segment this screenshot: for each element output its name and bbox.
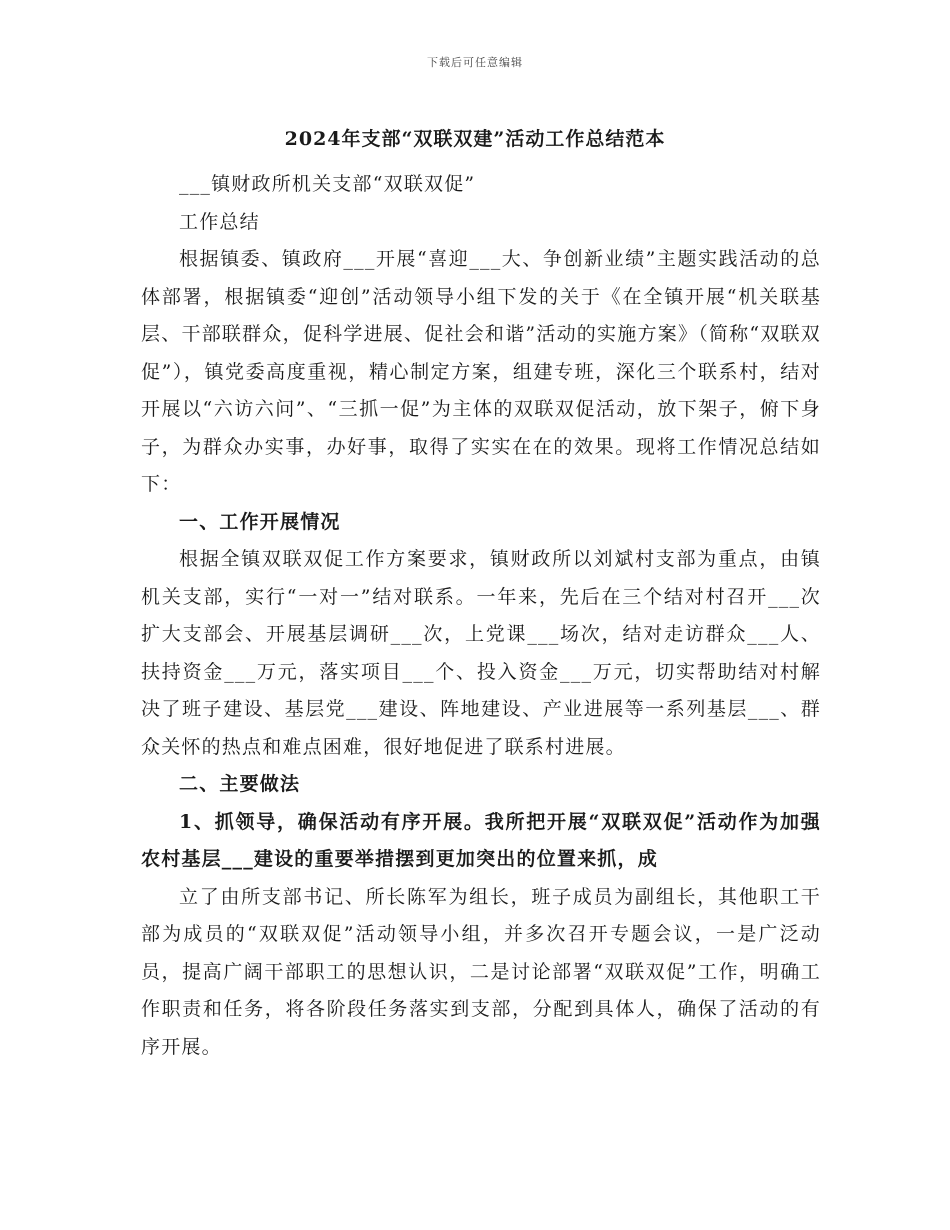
subtitle-line-1: ___镇财政所机关支部“双联双促” [179,173,476,195]
section-1-paragraph: 根据全镇双联双促工作方案要求，镇财政所以刘斌村支部为重点，由镇机关支部，实行“一对一”结对联系。一年来，先后在三个结对村召开___次扩大支部会、开展基层调研___次，上党课___场次，结对走访群众___人、扶持资金___万元，落实项目___个、投入资金___万元，切实帮助结对村解决了班子建设、基层党___建设、阵地建设、产业进展等一系列基层___、群众关怀的热点和难点困难，很好地促进了联系村进展。 [141,548,821,758]
section-heading-2: 二、主要做法 [179,773,301,795]
document-body [141,166,821,1066]
intro-paragraph: 根据镇委、镇政府___开展“喜迎___大、争创新业绩”主题实践活动的总体部署，根据镇委“迎创”活动领导小组下发的关于《在全镇开展“机关联基层、干部联群众，促科学进展、促社会和谐”活动的实施方案》（简称“双联双促”），镇党委高度重视，精心制定方案，组建专班，深化三个联系村，结对开展以“六访六问”、“三抓一促”为主体的双联双促活动，放下架子，俯下身子，为群众办实事，办好事，取得了实实在在的效果。现将工作情况总结如下： [141,248,821,495]
section-2-paragraph: 立了由所支部书记、所长陈军为组长，班子成员为副组长，其他职工干部为成员的“双联双促”活动领导小组，并多次召开专题会议，一是广泛动员，提高广阔干部职工的思想认识，二是讨论部署“双联双促”工作，明确工作职责和任务，将各阶段任务落实到支部，分配到具体人，确保了活动的有序开展。 [141,885,821,1058]
subtitle-line-2: 工作总结 [179,210,260,233]
section-2-bold-paragraph: 1、抓领导，确保活动有序开展。我所把开展“双联双促”活动作为加强农村基层___建设的重要举措摆到更加突出的位置来抓，成 [141,810,821,870]
page-header-note: 下载后可任意编辑 [427,56,523,69]
section-heading-1: 一、工作开展情况 [179,510,341,533]
document-title: 2024年支部“双联双建”活动工作总结范本 [284,128,666,150]
